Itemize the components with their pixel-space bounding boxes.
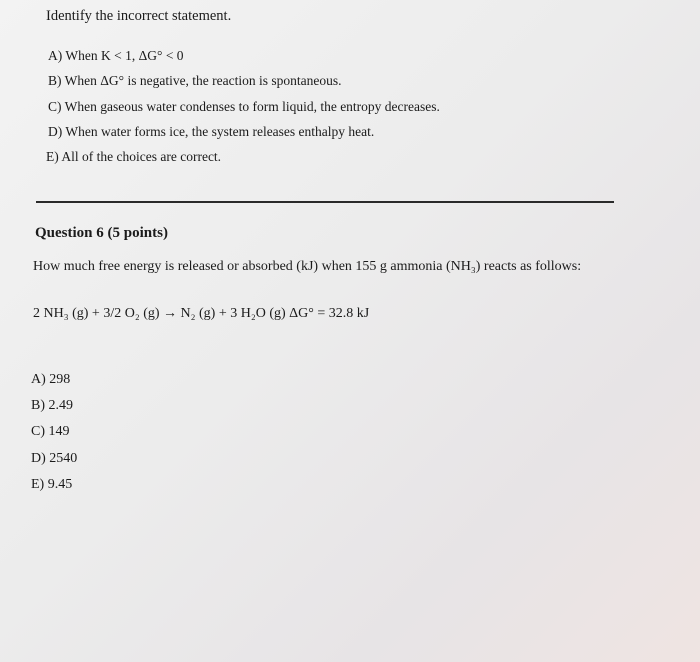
answer-text: 298 (49, 372, 71, 387)
answer-text: 2540 (49, 451, 78, 466)
answer-letter: A) (31, 372, 46, 387)
section-divider (36, 201, 614, 203)
answer-text: 9.45 (47, 477, 73, 492)
reaction-equation: 2 NH₃ (g) + 3/2 O₂ (g) → N₂ (g) + 3 H₂O (g) ΔG° = 32.8 kJ (33, 306, 370, 321)
answer-d[interactable] (31, 451, 77, 467)
option-text: When ΔG° is negative, the reaction is spontaneous. (64, 73, 342, 88)
previous-option-e (46, 149, 221, 165)
answer-c[interactable] (31, 424, 70, 440)
answer-letter: D) (31, 451, 46, 466)
option-text: When water forms ice, the system releases enthalpy heat. (65, 124, 375, 139)
answer-e[interactable] (31, 477, 72, 493)
previous-option-b (48, 73, 342, 89)
previous-option-a (48, 48, 184, 64)
option-text: When K < 1, ΔG° < 0 (65, 48, 184, 63)
question-prompt: How much free energy is released or absorbed (kJ) when 155 g ammonia (NH₃) reacts as follows: (33, 259, 582, 274)
answer-text: 149 (48, 424, 70, 439)
question-title: Question 6 (5 points) (35, 225, 168, 241)
answer-letter: E) (31, 477, 45, 492)
option-letter: E) (46, 149, 59, 164)
previous-question-heading: Identify the incorrect statement. (46, 8, 232, 24)
option-letter: A) (48, 48, 63, 63)
option-letter: D) (48, 124, 63, 139)
answer-text: 2.49 (48, 398, 73, 413)
previous-option-c (48, 99, 440, 115)
previous-option-d (48, 124, 374, 140)
option-text: When gaseous water condenses to form liquid, the entropy decreases. (64, 99, 440, 114)
answer-letter: B) (31, 398, 45, 413)
option-letter: B) (48, 73, 62, 88)
answer-letter: C) (31, 424, 45, 439)
option-text: All of the choices are correct. (61, 149, 222, 164)
answer-a[interactable] (31, 372, 70, 388)
bleed-through-mark: ​ (399, 14, 401, 31)
answer-b[interactable] (31, 398, 73, 414)
option-letter: C) (48, 99, 62, 114)
